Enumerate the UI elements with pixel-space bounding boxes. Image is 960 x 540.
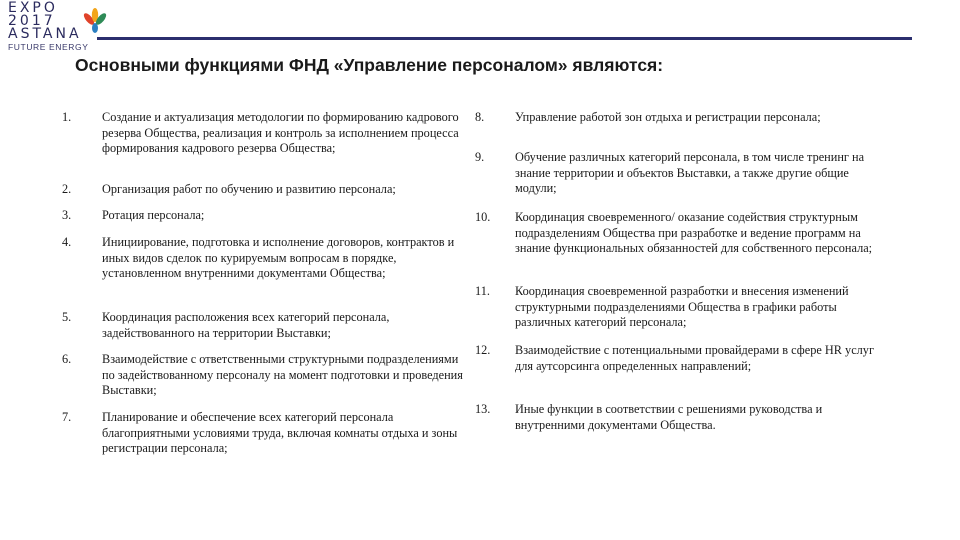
logo-line-expo: EXPO [8,0,58,16]
list-item-number: 13. [475,402,491,416]
list-item-text: Координация своевременного/ оказание содействия структурным подразделениям Общества при разработке и ведение программ на знание функциональных обязанностей для собственного персонала; [515,210,873,256]
list-item-text: Взаимодействие с потенциальными провайдерами в сфере HR услуг для аутсорсинга определенных направлений; [515,343,874,373]
list-item-number: 3. [62,208,72,222]
logo-line-year: 2017 [8,13,56,29]
list-item-text: Координация расположения всех категорий персонала, задействованного на территории Выставки; [102,310,390,340]
list-item-text: Создание и актуализация методологии по формированию кадрового резерва Общества, реализация и контроль за исполнением процесса формирования кадрового резерва Общества; [102,110,459,156]
list-item-text: Координация своевременной разработки и внесения изменений структурными подразделениями Общества в графики работы различных категорий персонала; [515,284,849,330]
list-item-text: Обучение различных категорий персонала, в том числе тренинг на знание территории и объектов Выставки, а также другие общие модули; [515,150,865,196]
list-item-text: Ротация персонала; [102,208,205,222]
list-item-number: 9. [475,150,485,164]
logo-line-future-energy: FUTURE ENERGY [8,42,89,52]
list-item-number: 11. [475,284,490,298]
list-item-number: 5. [62,310,72,324]
list-item-number: 2. [62,182,72,196]
list-item-number: 6. [62,352,72,366]
list-item-text: Инициирование, подготовка и исполнение договоров, контрактов и иных видов сделок по курируемым вопросам в порядке, установленном внутренними документами Общества; [102,235,455,281]
list-item-number: 4. [62,235,72,249]
list-item-number: 1. [62,110,72,124]
header-divider [97,37,912,40]
page-title: Основными функциями ФНД «Управление персоналом» являются: [75,55,664,75]
flower-petal-blue [92,23,98,33]
list-item-number: 7. [62,410,72,424]
list-item-number: 8. [475,110,485,124]
list-item-number: 12. [475,343,491,357]
list-item-text: Иные функции в соответствии с решениями руководства и внутренними документами Общества. [515,402,823,432]
list-item-text: Организация работ по обучению и развитию персонала; [102,182,396,196]
list-item-text: Взаимодействие с ответственными структурными подразделениями по задействованному персоналу на момент подготовки и проведения Выставки; [102,352,463,398]
expo-2017-logo [8,2,123,52]
expo-flower-icon [78,4,112,38]
list-item-text: Планирование и обеспечение всех категорий персонала благоприятными условиями труда, включая комнаты отдыха и зоны регистрации персонала; [102,410,458,456]
logo-line-astana: ASTANA [8,26,82,42]
list-item-text: Управление работой зон отдыха и регистрации персонала; [515,110,821,124]
list-item-number: 10. [475,210,491,224]
